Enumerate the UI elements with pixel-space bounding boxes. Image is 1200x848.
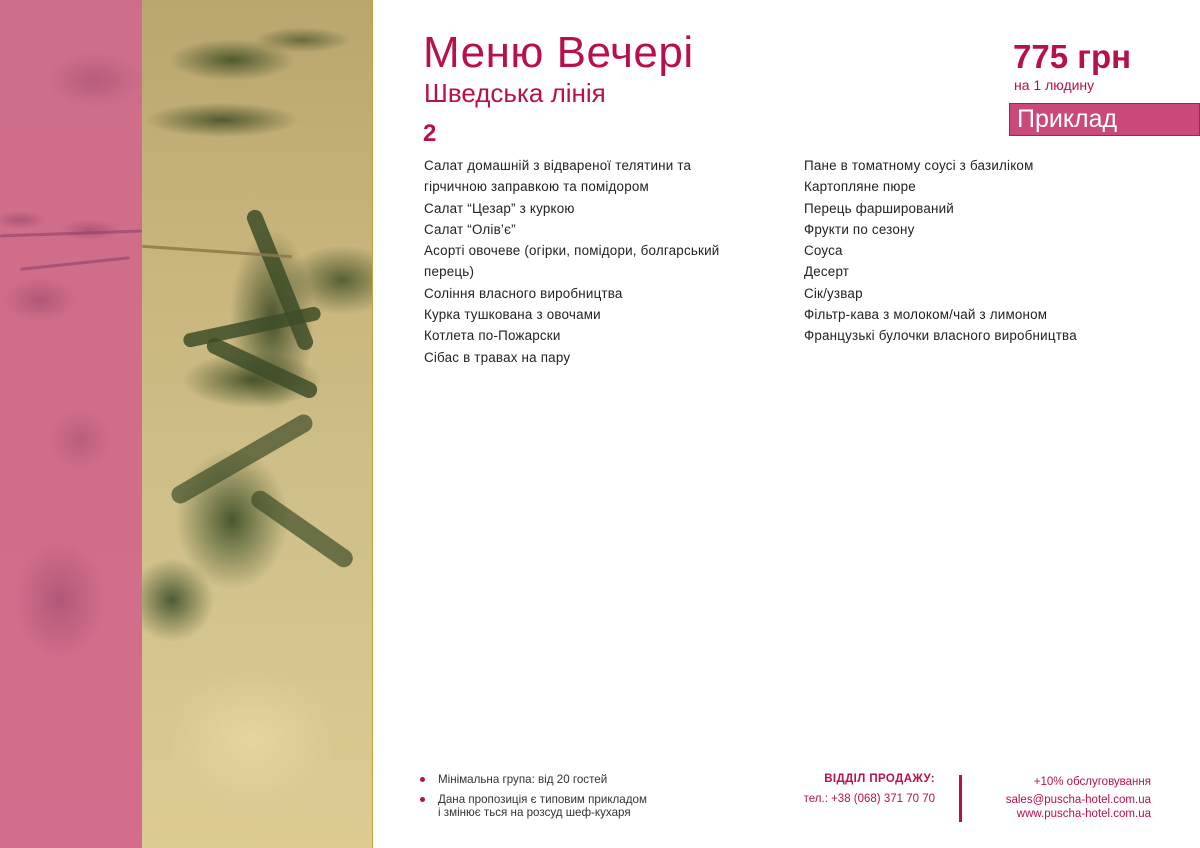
footer-notes — [420, 773, 647, 826]
menu-item: Салат “Цезар” з куркою — [424, 200, 575, 216]
menu-item: перець) — [424, 264, 475, 280]
service-charge: +10% обслуговування — [1033, 776, 1151, 788]
bullet-icon — [420, 777, 425, 782]
menu-item: Салат домашній з відвареної телятини та — [424, 158, 692, 173]
menu-item: Асорті овочеве (огірки, помідори, болгарський — [424, 243, 720, 259]
example-badge: Приклад — [1009, 103, 1200, 136]
menu-option-number: 2 — [423, 120, 437, 147]
menu-list-left — [424, 155, 764, 368]
menu-item: Сібас в травах на пару — [424, 349, 571, 365]
menu-item: Фільтр-кава з молоком/чай з лимоном — [804, 307, 1048, 323]
note-text: Мінімальна група: від 20 гостей — [438, 773, 608, 786]
menu-item: гірчичною заправкою та помідором — [424, 179, 649, 195]
page-title: Меню Вечері — [423, 28, 694, 77]
bullet-icon — [420, 797, 425, 802]
website-link[interactable]: www.puscha-hotel.com.ua — [1016, 808, 1151, 820]
page-subtitle: Шведська лінія — [424, 78, 606, 108]
sales-department — [780, 772, 935, 806]
note-item — [420, 793, 647, 820]
menu-list-right — [804, 155, 1164, 347]
herb-silhouette — [0, 230, 142, 238]
herb-sprig — [168, 411, 316, 507]
note-text: і змінює ться на розсуд шеф-кухаря — [438, 806, 631, 819]
note-item — [420, 773, 647, 787]
gold-edge-line — [372, 0, 373, 848]
menu-item: Перець фарширований — [804, 200, 954, 216]
footer-divider — [959, 775, 962, 822]
menu-item: Десерт — [804, 264, 850, 280]
herb-food-photo — [142, 0, 373, 848]
pink-overlay-strip — [0, 0, 142, 848]
contacts-block — [970, 775, 1151, 821]
menu-item: Картопляне пюре — [804, 179, 916, 195]
herb-sprig — [248, 487, 357, 571]
menu-item: Сік/узвар — [804, 285, 863, 301]
note-text: Дана пропозиція є типовим прикладом — [438, 792, 647, 806]
menu-item: Соління власного виробництва — [424, 285, 623, 301]
herb-silhouette — [20, 256, 130, 270]
menu-item: Соуса — [804, 243, 843, 259]
menu-item: Курка тушкована з овочами — [424, 307, 601, 323]
menu-item: Фрукти по сезону — [804, 221, 915, 237]
menu-item: Французькі булочки власного виробництва — [804, 328, 1077, 344]
sales-phone[interactable]: тел.: +38 (068) 371 70 70 — [803, 793, 935, 805]
price: 775 грн — [1013, 38, 1132, 75]
decorative-photo-panel — [0, 0, 373, 848]
menu-item: Котлета по-Пожарски — [424, 328, 561, 344]
menu-item: Салат “Олів’є” — [424, 221, 516, 237]
sales-title: ВІДДІЛ ПРОДАЖУ: — [824, 773, 935, 785]
menu-item: Пане в томатному соусі з базиліком — [804, 158, 1034, 173]
price-unit: на 1 людину — [1014, 77, 1095, 93]
email-link[interactable]: sales@puscha-hotel.com.ua — [1005, 794, 1151, 806]
